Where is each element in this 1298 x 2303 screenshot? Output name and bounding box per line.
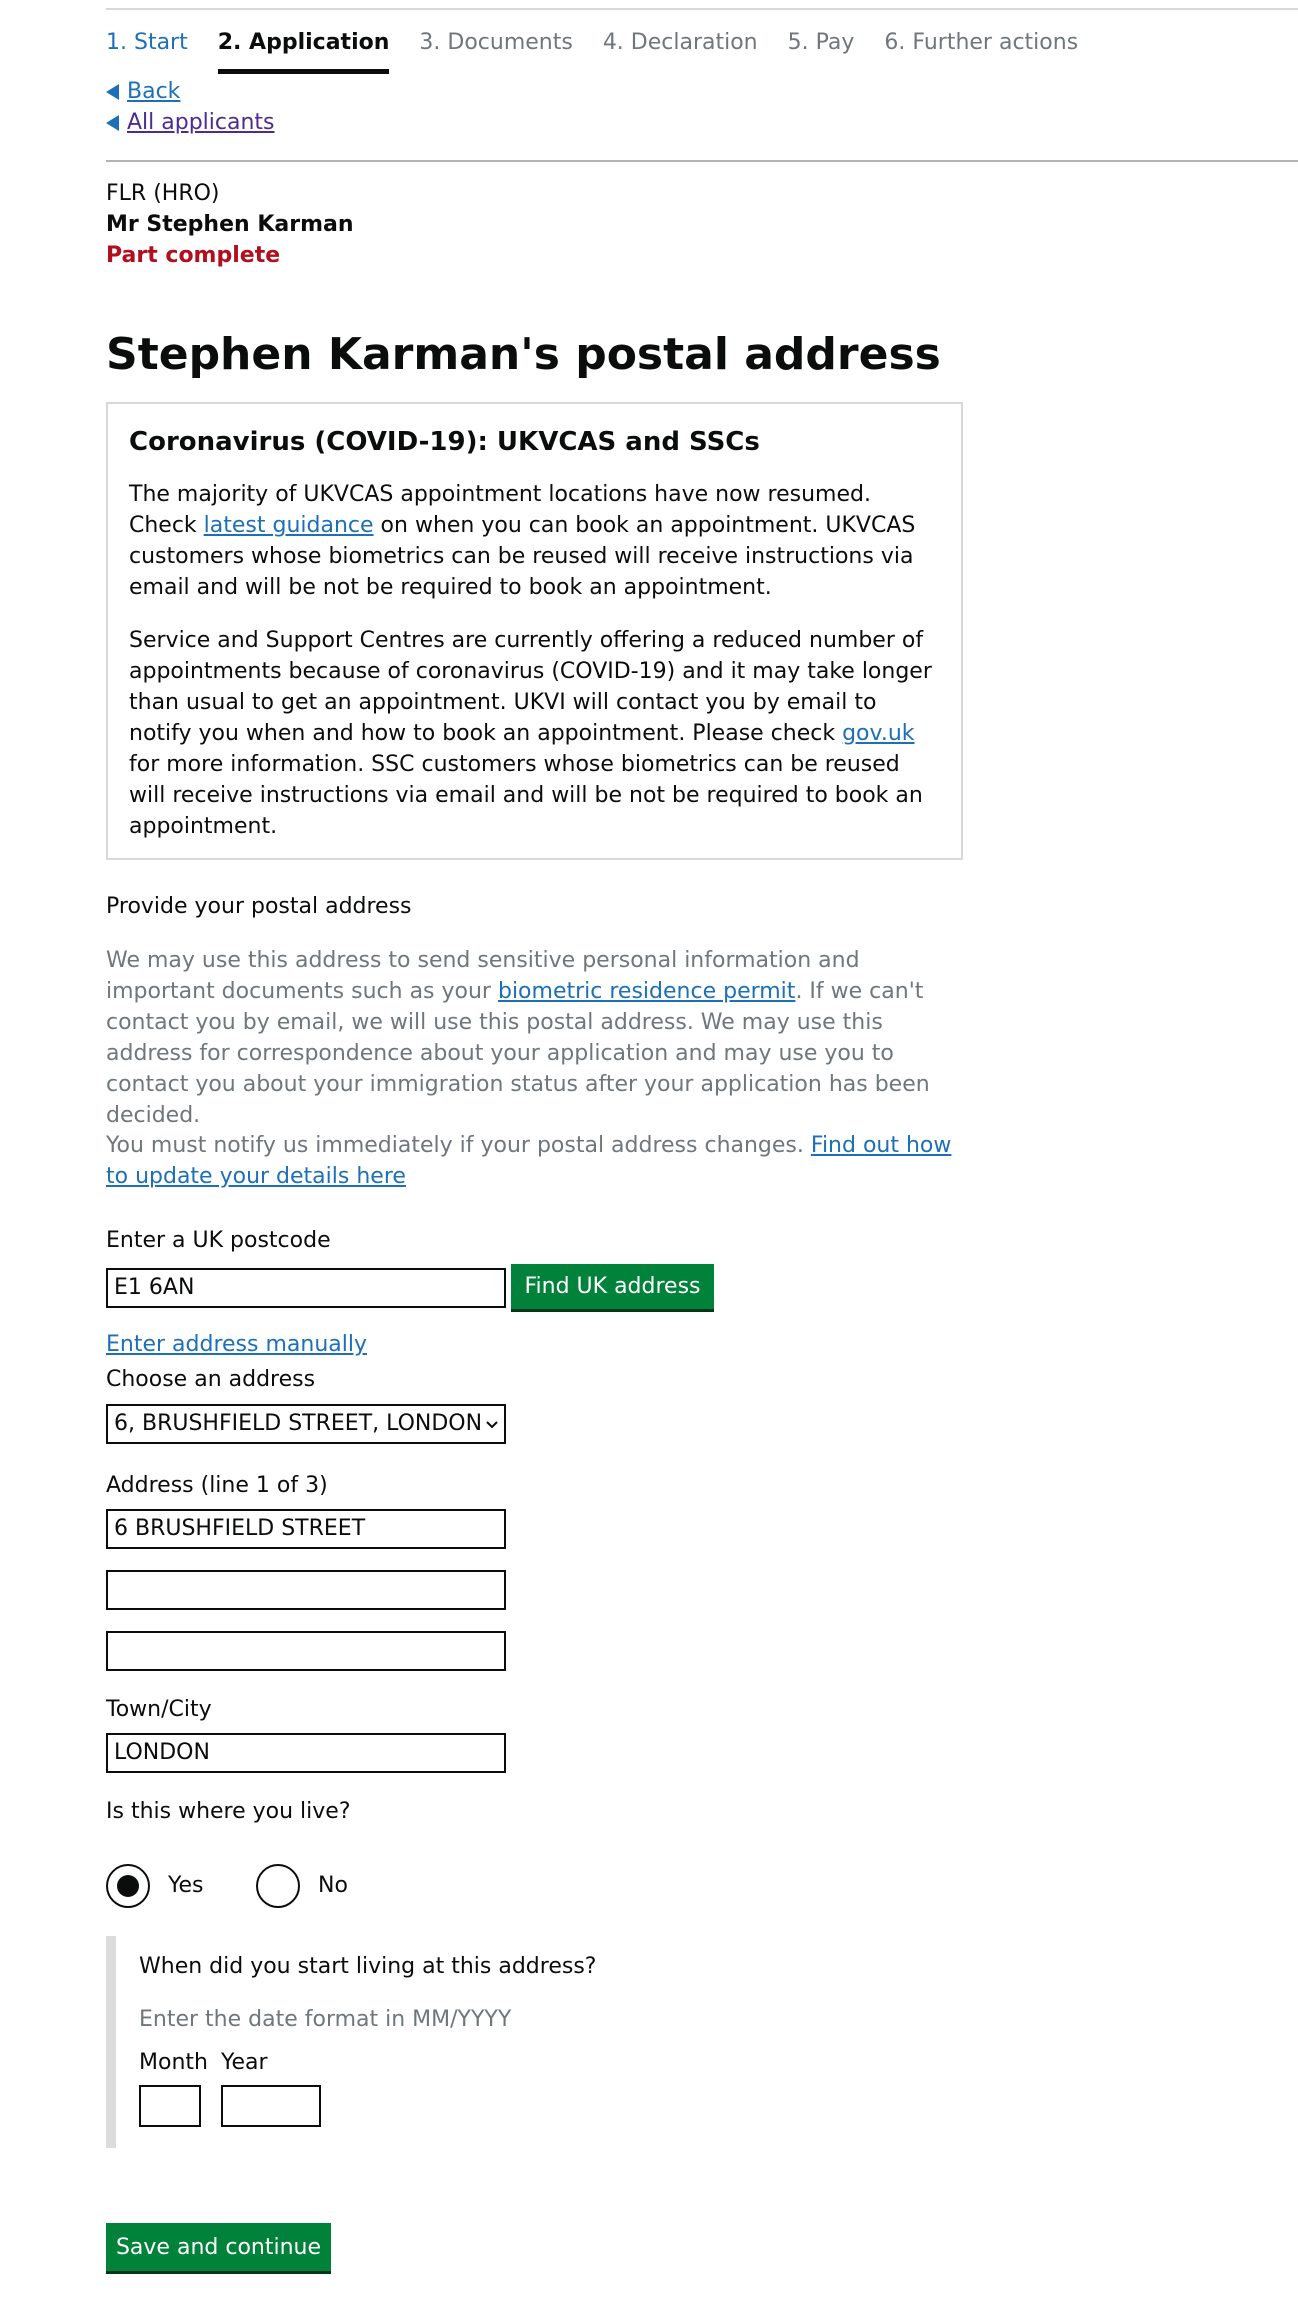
application-route: FLR (HRO) [106,181,220,206]
enter-address-manually-link[interactable]: Enter address manually [106,1332,367,1357]
conditional-reveal-bar [106,1936,116,2148]
town-label: Town/City [106,1697,212,1722]
step-further-actions: 6. Further actions [884,30,1079,55]
postcode-input[interactable]: E1 6AN [106,1268,506,1308]
address-select-value: 6, BRUSHFIELD STREET, LONDON [114,1411,483,1436]
all-applicants-nav [106,110,275,135]
notice-paragraph-2: Service and Support Centres are currently offering a reduced number of appointments because of coronavirus (COVID-19) and it may take longer than usual to get an appointment. UKVI will contact you by email to notify you when and how to book an appointment. Please check gov.uk for more information. SSC customers whose biometrics can be reused will receive instructions via email and will be not be required to book an appointment. [129,628,932,839]
find-uk-address-button[interactable]: Find UK address [511,1264,714,1309]
step-declaration: 4. Declaration [602,30,758,55]
postcode-label: Enter a UK postcode [106,1228,331,1253]
postal-address-hint: We may use this address to send sensitive personal information and important documents such as your biometric residence permit. If we can't contact you by email, we will use this postal address. We may use this address for correspondence about your application and may use you to contact you about your immigration status after your application has been decided. [106,948,930,1128]
choose-address-label: Choose an address [106,1367,316,1392]
latest-guidance-link[interactable]: latest guidance [203,513,374,538]
address-select[interactable] [106,1404,506,1444]
notice-heading: Coronavirus (COVID-19): UKVCAS and SSCs [129,427,760,457]
step-application: 2. Application [218,30,390,74]
radio-no[interactable] [256,1864,300,1908]
status-badge: Part complete [106,243,281,268]
address-line-3-input[interactable] [106,1631,506,1671]
town-input[interactable]: LONDON [106,1733,506,1773]
progress-steps [106,30,1108,74]
notice-paragraph-1: The majority of UKVCAS appointment locations have now resumed. Check latest guidance on when you can book an appointment. UKVCAS customers whose biometrics can be reused will receive instructions via email and will be not be required to book an appointment. [129,482,916,600]
address-line-1-input[interactable]: 6 BRUSHFIELD STREET [106,1509,506,1549]
step-pay: 5. Pay [787,30,855,55]
year-label: Year [221,2050,268,2075]
year-input[interactable] [221,2085,321,2127]
section-divider [106,160,1298,162]
radio-selected-dot [117,1875,139,1897]
all-applicants-link[interactable]: All applicants [127,110,275,135]
back-arrow-icon [106,84,119,100]
section-label: Provide your postal address [106,894,412,919]
address-line-2-input[interactable] [106,1570,506,1610]
radio-yes-label[interactable]: Yes [168,1873,204,1898]
date-format-hint: Enter the date format in MM/YYYY [139,2007,512,2032]
notify-change-text: You must notify us immediately if your postal address changes. Find out how to update your details here [106,1133,952,1189]
address-line-label: Address (line 1 of 3) [106,1473,328,1498]
back-link[interactable]: Back [127,79,181,104]
month-input[interactable] [139,2085,201,2127]
save-and-continue-button[interactable]: Save and continue [106,2223,331,2271]
gov-uk-link[interactable]: gov.uk [842,721,915,746]
update-details-link[interactable]: Find out how to update your details here [106,1133,952,1189]
since-question: When did you start living at this address? [139,1954,597,1979]
back-nav [106,79,180,104]
applicant-name: Mr Stephen Karman [106,212,354,237]
page-title: Stephen Karman's postal address [106,329,941,380]
radio-no-label[interactable]: No [318,1873,348,1898]
covid-notice [106,402,963,860]
month-label: Month [139,2050,208,2075]
step-start[interactable]: 1. Start [106,30,188,55]
top-divider [106,8,1298,10]
biometric-residence-permit-link[interactable]: biometric residence permit [497,979,796,1004]
chevron-down-icon [486,1420,498,1430]
radio-yes[interactable] [106,1864,150,1908]
step-documents: 3. Documents [419,30,573,55]
back-arrow-icon [106,115,119,131]
live-question: Is this where you live? [106,1799,351,1824]
